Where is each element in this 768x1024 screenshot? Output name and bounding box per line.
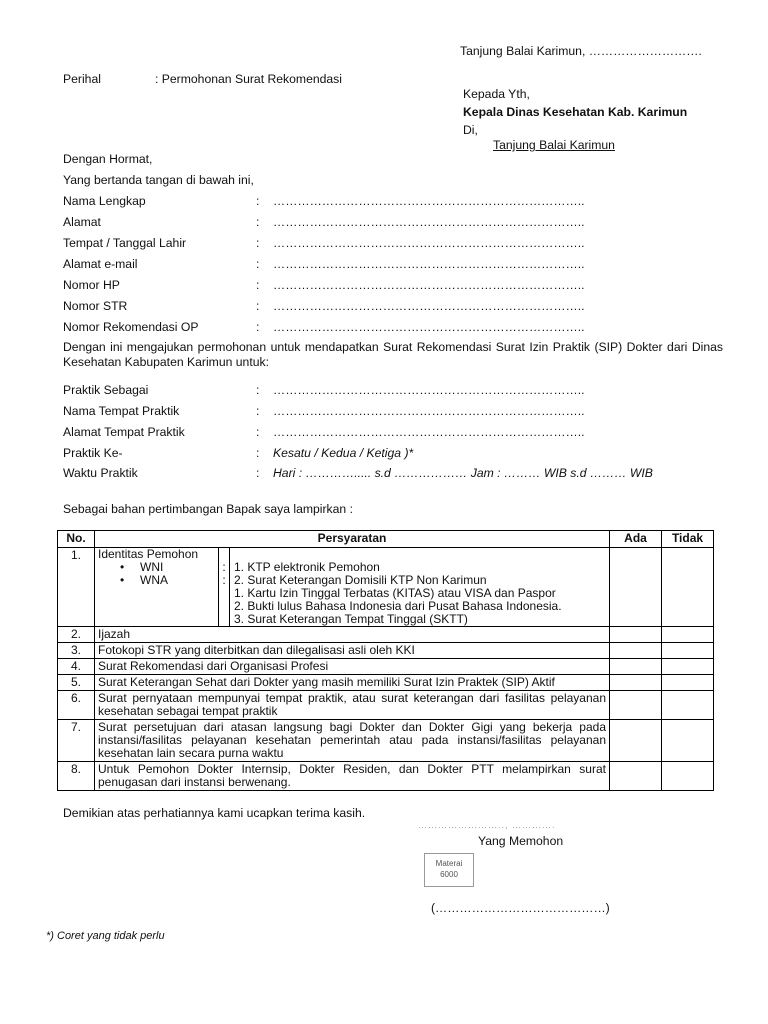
- field-label: Nomor STR: [63, 299, 128, 313]
- practice-blank[interactable]: …………………………………………………………………..: [273, 425, 585, 439]
- recipient-name: Kepala Dinas Kesehatan Kab. Karimun: [463, 105, 688, 119]
- ada-cell[interactable]: [610, 548, 662, 627]
- field-colon: :: [256, 299, 260, 313]
- field-label: Tempat / Tanggal Lahir: [63, 236, 187, 250]
- field-colon: :: [256, 446, 260, 460]
- field-blank[interactable]: …………………………………………………………………..: [273, 257, 585, 271]
- row-number: 3.: [58, 643, 95, 659]
- field-blank[interactable]: …………………………………………………………………..: [273, 236, 585, 250]
- tidak-cell[interactable]: [662, 659, 714, 675]
- identity-documents: [230, 548, 606, 626]
- field-colon: :: [256, 425, 260, 439]
- practice-blank[interactable]: …………………………………………………………………..: [273, 383, 585, 397]
- row-requirement: Surat persetujuan dari atasan langsung bagi Dokter dan Dokter Gigi yang bekerja pada instansi/fasilitas pelayanan kesehatan pemerintah atau pada instansi/fasilitas pelayanan kesehatan lain secara purna waktu: [95, 720, 610, 762]
- tidak-cell[interactable]: [662, 627, 714, 643]
- field-colon: :: [256, 257, 260, 271]
- table-row: [58, 659, 714, 675]
- signer-label: Yang Memohon: [478, 834, 564, 848]
- tidak-cell[interactable]: [662, 675, 714, 691]
- stamp-value: 6000: [440, 870, 458, 879]
- field-colon: :: [256, 404, 260, 418]
- practice-ke-value[interactable]: Kesatu / Kedua / Ketiga )*: [273, 446, 414, 460]
- field-colon: :: [256, 215, 260, 229]
- practice-label: Alamat Tempat Praktik: [63, 425, 185, 439]
- stamp-label: Materai: [435, 859, 463, 868]
- kepada-label: Kepada Yth,: [463, 87, 530, 101]
- ada-cell[interactable]: [610, 659, 662, 675]
- row-number: 6.: [58, 691, 95, 720]
- field-colon: :: [256, 194, 260, 208]
- header-no: No.: [58, 531, 95, 548]
- table-row: [58, 548, 714, 627]
- attach-intro: Sebagai bahan pertimbangan Bapak saya lampirkan :: [63, 502, 353, 516]
- practice-time-value[interactable]: Hari : …………..... s.d ……………… Jam : ……… WIB s.d ……… WIB: [273, 466, 653, 480]
- practice-label: Praktik Sebagai: [63, 383, 149, 397]
- field-colon: :: [256, 236, 260, 250]
- row-number: 7.: [58, 720, 95, 762]
- signature-line[interactable]: (……………………………………): [431, 901, 610, 915]
- bullet-icon: •: [120, 560, 125, 574]
- field-colon: :: [256, 383, 260, 397]
- row-requirement: Surat Keterangan Sehat dari Dokter yang masih memiliki Surat Izin Praktek (SIP) Aktif: [95, 675, 610, 691]
- field-colon: :: [256, 320, 260, 334]
- identity-colons: : :: [219, 548, 230, 626]
- di-label: Di,: [463, 123, 478, 137]
- row-number: 8.: [58, 762, 95, 791]
- table-row: [58, 762, 714, 791]
- field-blank[interactable]: …………………………………………………………………..: [273, 194, 585, 208]
- header-requirement: Persyaratan: [95, 531, 610, 548]
- field-blank[interactable]: …………………………………………………………………..: [273, 278, 585, 292]
- table-row: [58, 691, 714, 720]
- field-blank[interactable]: …………………………………………………………………..: [273, 215, 585, 229]
- row-number: 1.: [58, 548, 95, 627]
- row-requirement: Surat Rekomendasi dari Organisasi Profesi: [95, 659, 610, 675]
- ada-cell[interactable]: [610, 627, 662, 643]
- field-label: Nomor HP: [63, 278, 120, 292]
- field-colon: :: [256, 466, 260, 480]
- table-row: [58, 627, 714, 643]
- header-tidak: Tidak: [662, 531, 714, 548]
- tidak-cell[interactable]: [662, 720, 714, 762]
- bullet-icon: •: [120, 573, 125, 587]
- ada-cell[interactable]: [610, 762, 662, 791]
- identity-requirement: [95, 548, 610, 627]
- practice-label: Nama Tempat Praktik: [63, 404, 180, 418]
- table-header-row: [58, 531, 714, 548]
- wni-option: • WNI: [120, 560, 164, 574]
- field-blank[interactable]: …………………………………………………………………..: [273, 320, 585, 334]
- sign-date-line[interactable]: …………………….., ………….: [418, 820, 556, 830]
- field-label: Nama Lengkap: [63, 194, 146, 208]
- place-date: Tanjung Balai Karimun, ……………………….: [460, 44, 702, 58]
- tidak-cell[interactable]: [662, 691, 714, 720]
- row-number: 2.: [58, 627, 95, 643]
- ada-cell[interactable]: [610, 675, 662, 691]
- row-requirement: Ijazah: [95, 627, 610, 643]
- ada-cell[interactable]: [610, 643, 662, 659]
- footnote: *) Coret yang tidak perlu: [46, 930, 165, 942]
- wna-option: • WNA: [120, 573, 168, 587]
- wna-doc: 1. Kartu Izin Tinggal Terbatas (KITAS) atau VISA dan Paspor: [234, 586, 556, 600]
- wni-doc: 1. KTP elektronik Pemohon: [234, 560, 380, 574]
- header-ada: Ada: [610, 531, 662, 548]
- greeting: Dengan Hormat,: [63, 152, 153, 166]
- field-label: Alamat: [63, 215, 101, 229]
- intro-text: Yang bertanda tangan di bawah ini,: [63, 173, 254, 187]
- row-number: 4.: [58, 659, 95, 675]
- ada-cell[interactable]: [610, 720, 662, 762]
- table-row: [58, 675, 714, 691]
- practice-blank[interactable]: …………………………………………………………………..: [273, 404, 585, 418]
- materai-stamp: [424, 853, 474, 887]
- wna-doc: 3. Surat Keterangan Tempat Tinggal (SKTT): [234, 612, 468, 626]
- table-row: [58, 643, 714, 659]
- request-paragraph: Dengan ini mengajukan permohonan untuk mendapatkan Surat Rekomendasi Surat Izin Praktik (SIP) Dokter dari Dinas Kesehatan Kabupaten Karimun untuk:: [63, 340, 723, 369]
- table-row: [58, 720, 714, 762]
- field-blank[interactable]: …………………………………………………………………..: [273, 299, 585, 313]
- row-requirement: Surat pernyataan mempunyai tempat praktik, atau surat keterangan dari fasilitas pelayanan kesehatan sebagai tempat praktik: [95, 691, 610, 720]
- field-label: Alamat e-mail: [63, 257, 138, 271]
- perihal-label: Perihal: [63, 72, 101, 86]
- requirements-table: [57, 530, 714, 791]
- recipient-location: Tanjung Balai Karimun: [493, 138, 615, 152]
- row-requirement: Fotokopi STR yang diterbitkan dan dilegalisasi asli oleh KKI: [95, 643, 610, 659]
- tidak-cell[interactable]: [662, 643, 714, 659]
- wna-doc: 2. Bukti lulus Bahasa Indonesia dari Pusat Bahasa Indonesia.: [234, 599, 562, 613]
- practice-label: Waktu Praktik: [63, 466, 138, 480]
- practice-label: Praktik Ke-: [63, 446, 123, 460]
- row-number: 5.: [58, 675, 95, 691]
- ada-cell[interactable]: [610, 691, 662, 720]
- wni-doc: 2. Surat Keterangan Domisili KTP Non Karimun: [234, 573, 487, 587]
- perihal-value: : Permohonan Surat Rekomendasi: [155, 72, 342, 86]
- closing-text: Demikian atas perhatiannya kami ucapkan terima kasih.: [63, 806, 366, 820]
- tidak-cell[interactable]: [662, 762, 714, 791]
- row-requirement: Untuk Pemohon Dokter Internsip, Dokter Residen, dan Dokter PTT melampirkan surat penugasan dari instansi berwenang.: [95, 762, 610, 791]
- identity-title: Identitas Pemohon: [98, 547, 199, 561]
- field-label: Nomor Rekomendasi OP: [63, 320, 199, 334]
- identity-types: [98, 548, 219, 626]
- tidak-cell[interactable]: [662, 548, 714, 627]
- field-colon: :: [256, 278, 260, 292]
